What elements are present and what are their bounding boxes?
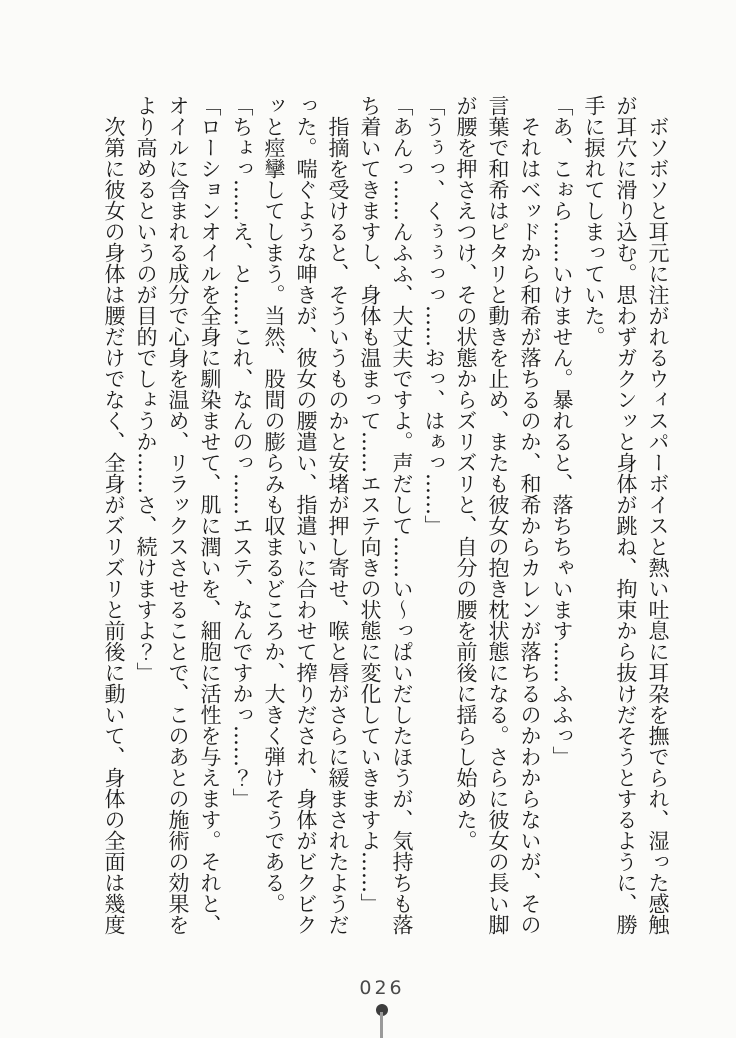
paragraph: ボソボソと耳元に注がれるウィスパーボイスと熱い吐息に耳朶を撫でられ、湿った感触が耳穴に滑り込む。思わずガクンッと身体が跳ね、拘束から抜けだそうとするように、勝手に捩れてしまっていた。 (582, 95, 670, 935)
page-number-text: 026 (359, 977, 405, 999)
paragraph: 「ローションオイルを全身に馴染ませて、肌に潤いを、細胞に活性を与えます。それと、オイルに含まれる成分で心身を温め、リラックスさせることで、このあとの施術の効果をより高めるというのが目的でしょうか……さ、続けますよ？」 (134, 95, 222, 935)
paragraph: それはベッドから和希が落ちるのか、和希からカレンが落ちるのかわからないが、その言葉で和希はピタリと動きを止め、またも彼女の抱き枕状態になる。さらに彼女の長い脚が腰を押さえつけ、その状態からズリズリと、自分の腰を前後に揺らし始めた。 (454, 95, 542, 935)
paragraph: 「あ、こぉら……いけません。暴れると、落ちちゃいます……ふふっ」 (550, 95, 574, 767)
page-pin-stem-icon (380, 1012, 383, 1038)
paragraph: 次第に彼女の身体は腰だけでなく、全身がズリズリと前後に動いて、身体の全面は幾度 (102, 116, 126, 935)
paragraph: 指摘を受けると、そういうものかと安堵が押し寄せ、喉と唇がさらに緩まされたようだった。喘ぐような呻きが、彼女の腰遣い、指遣いに合わせて搾りだされ、身体がビクビクッと痙攣してしまう。当然、股間の膨らみも収まるどころか、大きく弾けそうである。 (262, 95, 350, 935)
paragraph: 「うぅっ、くぅぅっっ……おっ、はぁっ……」 (422, 95, 446, 536)
vertical-text-area (94, 95, 674, 937)
paragraph: 「ちょっ……え、と……これ、なんのっ……エステ、なんですかっ……？」 (230, 95, 254, 809)
page-number (0, 977, 736, 999)
paragraph: 「あんっ……んふふ、大丈夫ですよ。声だして……い〜っぱいだしたほうが、気持ちも落ち着いてきますし、身体も温まって……エステ向きの状態に変化していきますよ……」 (358, 95, 414, 935)
